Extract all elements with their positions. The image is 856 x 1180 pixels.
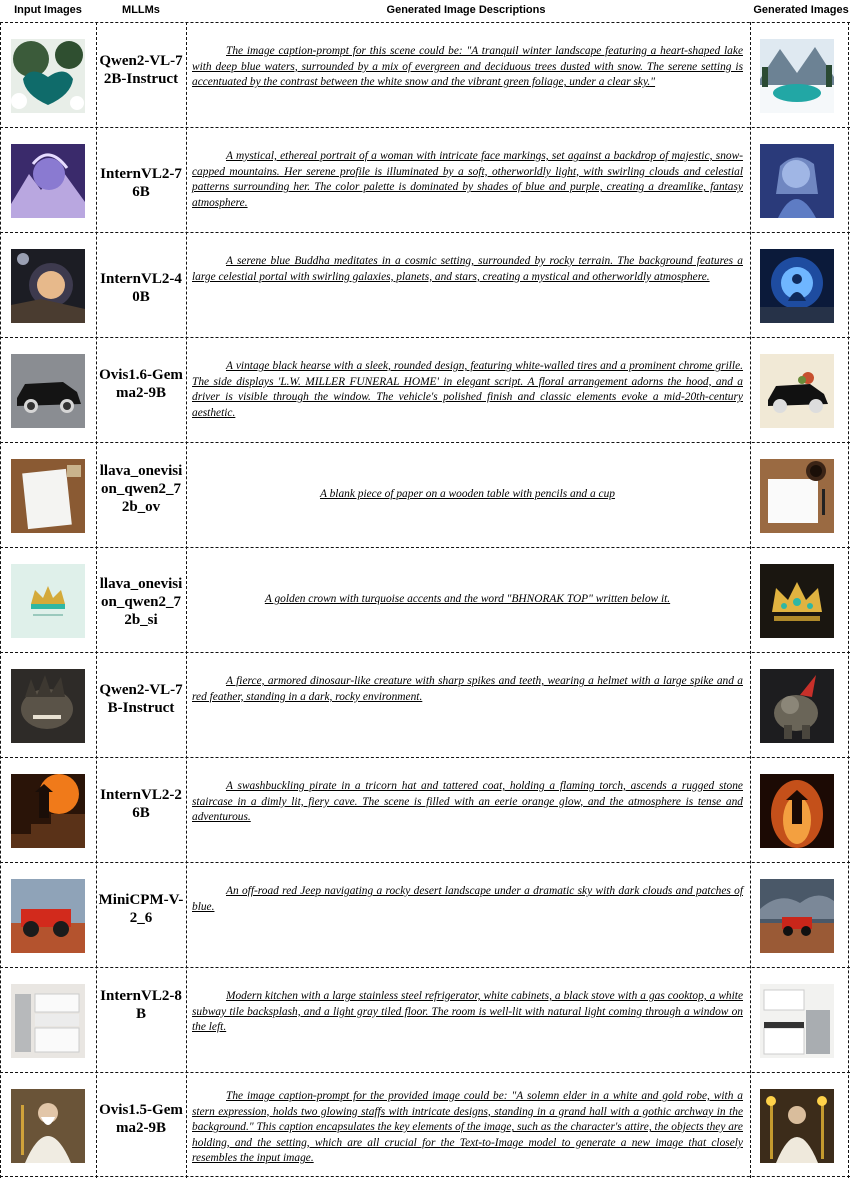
table-row xyxy=(0,232,856,337)
table-row xyxy=(0,22,856,127)
header-input-images: Input Images xyxy=(14,4,82,16)
pirate-fiery-stairs-icon xyxy=(11,774,85,848)
spiked-creature-icon xyxy=(11,669,85,743)
kitchen-icon xyxy=(11,984,85,1058)
description: A blank piece of paper on a wooden table with pencils and a cup xyxy=(320,488,615,500)
blue-buddha-portal-icon xyxy=(760,249,834,323)
table-row xyxy=(0,967,856,1072)
mllm-name: InternVL2-8B xyxy=(100,988,182,1022)
comparison-table xyxy=(0,22,856,1180)
description: A serene blue Buddha meditates in a cosmic setting, surrounded by rocky terrain. The background features a large celestial portal with swirling galaxies, planets, and stars, creating a mystical and otherworldly atmosphere. xyxy=(192,255,743,283)
mllm-name: llava_onevision_qwen2_72b_ov xyxy=(99,463,183,515)
row-divider xyxy=(0,337,850,338)
description: Modern kitchen with a large stainless steel refrigerator, white cabinets, a black stove with a gas cooktop, a white subway tile backsplash, and a light gray tiled floor. The room is well-lit with natural light coming through a window on the left. xyxy=(192,990,743,1034)
header-descriptions: Generated Image Descriptions xyxy=(386,4,546,16)
mllm-name: InternVL2-40B xyxy=(100,271,182,305)
elder-white-robe-icon xyxy=(11,1089,85,1163)
row-divider xyxy=(0,442,850,443)
row-divider xyxy=(0,1176,850,1177)
description: The image caption-prompt for the provided image could be: "A solemn elder in a white and gold robe, with a stern expression, holds two glowing staffs with intricate designs, standing in a grand hall with a gothic archway in the background." This caption encapsulates the key elements of the image, such as the character's attire, the objects they are holding, and the setting, which are all crucial for the Text-to-Image model to generate a new image that closely resembles the input image. xyxy=(192,1090,743,1165)
vintage-hearse-icon xyxy=(11,354,85,428)
golden-crown-icon xyxy=(760,564,834,638)
row-divider xyxy=(0,757,850,758)
description: A swashbuckling pirate in a tricorn hat and tattered coat, holding a flaming torch, ascends a rugged stone staircase in a dimly lit, fiery cave. The scene is filled with an eerie orange glow, and the atmosphere is tense and adventurous. xyxy=(192,780,743,824)
crown-logo-icon xyxy=(11,564,85,638)
pirate-cave-icon xyxy=(760,774,834,848)
kitchen-generated-icon xyxy=(760,984,834,1058)
description: A vintage black hearse with a sleek, rounded design, featuring white-walled tires and a prominent chrome grille. The side displays 'L.W. MILLER FUNERAL HOME' in elegant script. A floral arrangement adorns the hood, and a driver is visible through the window. The vehicle's polished finish and classic elements evoke a mid-20th-century aesthetic. xyxy=(192,360,743,419)
mllm-name: InternVL2-26B xyxy=(100,787,182,821)
row-divider xyxy=(0,652,850,653)
row-divider xyxy=(0,547,850,548)
table-row xyxy=(0,1072,856,1177)
table-row xyxy=(0,547,856,652)
row-divider xyxy=(0,967,850,968)
vintage-hearse-flowers-icon xyxy=(760,354,834,428)
mllm-name: Qwen2-VL-7B-Instruct xyxy=(99,682,183,716)
mllm-name: llava_onevision_qwen2_72b_si xyxy=(99,576,183,628)
description: A golden crown with turquoise accents and the word "BHNORAK TOP" written below it. xyxy=(264,593,671,605)
row-divider xyxy=(0,232,850,233)
mllm-name: MiniCPM-V-2_6 xyxy=(98,892,184,926)
elder-glowing-staffs-icon xyxy=(760,1089,834,1163)
table-row xyxy=(0,652,856,757)
row-divider xyxy=(0,127,850,128)
red-jeep-icon xyxy=(11,879,85,953)
mllm-name: Qwen2-VL-72B-Instruct xyxy=(99,53,183,87)
table-row xyxy=(0,757,856,862)
paper-cup-pencils-icon xyxy=(760,459,834,533)
ethereal-woman-purple-icon xyxy=(11,144,85,218)
row-divider xyxy=(0,22,850,23)
mllm-name: Ovis1.5-Gemma2-9B xyxy=(99,1102,183,1136)
mllm-name: InternVL2-76B xyxy=(100,166,182,200)
table-row xyxy=(0,127,856,232)
row-divider xyxy=(0,862,850,863)
description: An off-road red Jeep navigating a rocky desert landscape under a dramatic sky with dark clouds and patches of blue. xyxy=(192,885,743,913)
description: A mystical, ethereal portrait of a woman with intricate face markings, set against a backdrop of majestic, snow-capped mountains. Her serene profile is illuminated by a soft, otherworldly light, with swirling clouds and celestial patterns surrounding her. The color palette is dominated by shades of blue and purple, creating a dreamlike, fantasy atmosphere. xyxy=(192,150,743,209)
row-divider xyxy=(0,1072,850,1073)
armored-creature-icon xyxy=(760,669,834,743)
description: A fierce, armored dinosaur-like creature with sharp spikes and teeth, wearing a helmet with a large spike and a red feather, standing in a dark, rocky environment. xyxy=(192,675,743,703)
description: The image caption-prompt for this scene could be: "A tranquil winter landscape featuring a heart-shaped lake with deep blue waters, surrounded by a mix of evergreen and deciduous trees dusted with snow. The serene setting is accentuated by the contrast between the white snow and the vibrant green foliage, under a clear sky." xyxy=(192,45,743,89)
ethereal-woman-blue-icon xyxy=(760,144,834,218)
table-row xyxy=(0,862,856,967)
table-row xyxy=(0,337,856,442)
header-mllms: MLLMs xyxy=(122,4,160,16)
red-jeep-desert-icon xyxy=(760,879,834,953)
mllm-name: Ovis1.6-Gemma2-9B xyxy=(99,367,183,401)
table-header xyxy=(0,0,856,22)
header-generated-images: Generated Images xyxy=(753,4,849,16)
snowy-lake-mountains-icon xyxy=(760,39,834,113)
cosmic-portal-icon xyxy=(11,249,85,323)
heart-lake-aerial-icon xyxy=(11,39,85,113)
paper-on-table-icon xyxy=(11,459,85,533)
table-row xyxy=(0,442,856,547)
